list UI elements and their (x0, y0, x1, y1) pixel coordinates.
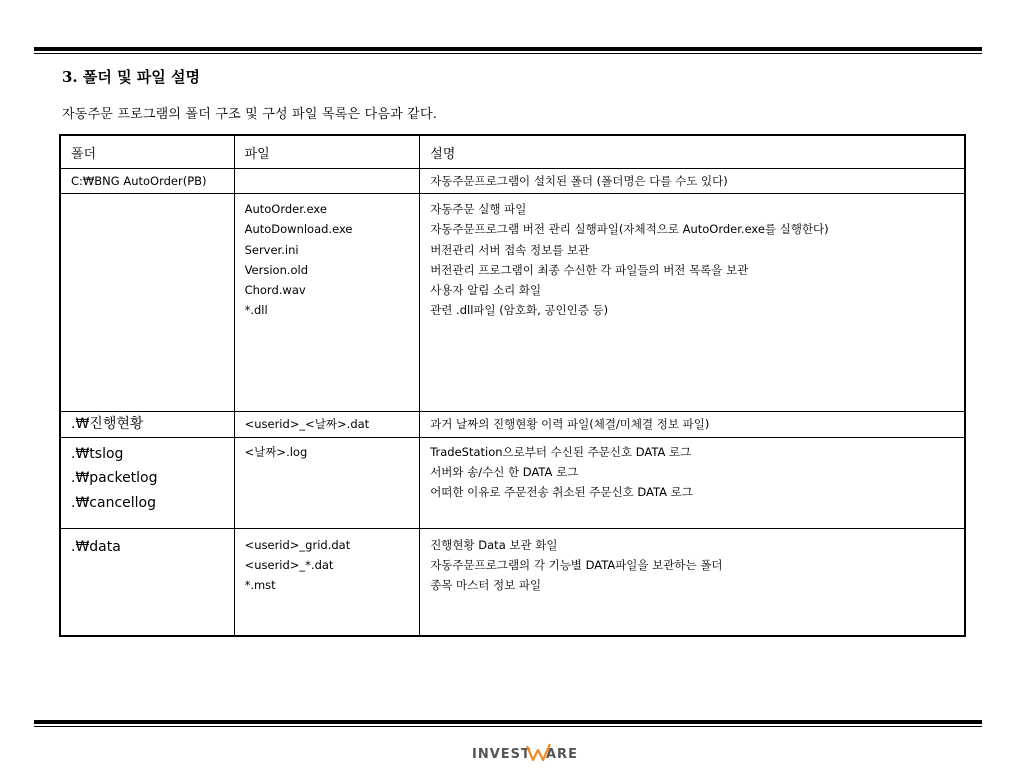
file-name: Chord.wav (244, 283, 306, 298)
bottom-rule (34, 720, 982, 728)
folder-cell (60, 412, 234, 438)
description-cell (420, 437, 965, 528)
description-line: 진행현황 Data 보관 화일 (430, 537, 558, 552)
description-line: 자동주문 실행 파일 (430, 202, 527, 216)
folder-name: C:₩BNG AutoOrder(PB) (71, 173, 207, 188)
top-rule (34, 47, 982, 55)
table-row (60, 412, 965, 438)
description-line: 자동주문프로그램이 설치된 폴더 (폴더명은 다를 수도 있다) (430, 173, 728, 188)
folder-cell (60, 169, 234, 194)
file-cell (234, 169, 420, 194)
file-name: <날짜>.log (244, 444, 308, 459)
folder-name: .₩cancellog (71, 494, 156, 511)
description-cell (420, 528, 965, 636)
description-line: 과거 날짜의 진행현황 이력 파일(체결/미체결 정보 파일) (430, 417, 710, 432)
folder-name: .₩data (71, 538, 121, 555)
column-header-file: 파일 (234, 135, 420, 169)
folder-cell (60, 194, 234, 412)
table-header-row (60, 135, 965, 169)
file-name: Version.old (244, 262, 309, 277)
file-name: *.mst (244, 578, 276, 593)
intro-text: 자동주문 프로그램의 폴더 구조 및 구성 파일 목록은 다음과 같다. (62, 107, 438, 122)
file-cell (234, 412, 420, 438)
description-line: 자동주문프로그램 버전 관리 실행파일(자체적으로 AutoOrder.exe를 실행한다) (430, 222, 829, 237)
description-cell (420, 412, 965, 438)
file-name: Server.ini (244, 242, 299, 257)
description-line: 종목 마스터 정보 파일 (430, 578, 542, 593)
description-line: 버전관리 서버 접속 정보를 보관 (430, 242, 590, 257)
folder-name: .₩packetlog (71, 470, 158, 486)
file-cell (234, 437, 420, 528)
file-name: <userid>_*.dat (244, 557, 334, 572)
description-line: 버전관리 프로그램이 최종 수신한 각 파일들의 버전 목록을 보관 (430, 262, 749, 277)
logo-text-left: INVEST (472, 747, 531, 762)
description-cell (420, 194, 965, 412)
file-name: <userid>_grid.dat (244, 537, 351, 552)
section-title: 3. 폴더 및 파일 설명 (62, 68, 200, 86)
investware-logo (472, 741, 582, 763)
file-name: *.dll (244, 303, 268, 318)
logo-text-right: ARE (546, 747, 578, 762)
folder-name: .₩tslog (71, 445, 124, 462)
description-line: 서버와 송/수신 한 DATA 로그 (430, 464, 579, 479)
table-row (60, 194, 965, 412)
folder-cell (60, 528, 234, 636)
file-cell (234, 194, 420, 412)
column-header-folder: 폴더 (60, 135, 234, 169)
description-line: 사용자 알림 소리 화일 (430, 283, 542, 298)
description-line: TradeStation으로부터 수신된 주문신호 DATA 로그 (430, 444, 692, 459)
table-row (60, 528, 965, 636)
table-row (60, 437, 965, 528)
description-cell (420, 169, 965, 194)
description-line: 어떠한 이유로 주문전송 취소된 주문신호 DATA 로그 (430, 485, 693, 500)
file-cell (234, 528, 420, 636)
table-row (60, 169, 965, 194)
description-line: 자동주문프로그램의 각 기능별 DATA파일을 보관하는 폴더 (430, 557, 723, 572)
folder-name: .₩진행현황 (71, 416, 144, 432)
description-line: 관련 .dll파일 (암호화, 공인인증 등) (430, 303, 609, 318)
file-table (59, 134, 966, 637)
file-name: AutoOrder.exe (244, 202, 327, 216)
file-name: <userid>_<날짜>.dat (244, 417, 370, 432)
folder-cell (60, 437, 234, 528)
file-name: AutoDownload.exe (244, 222, 353, 237)
column-header-description: 설명 (420, 135, 965, 169)
